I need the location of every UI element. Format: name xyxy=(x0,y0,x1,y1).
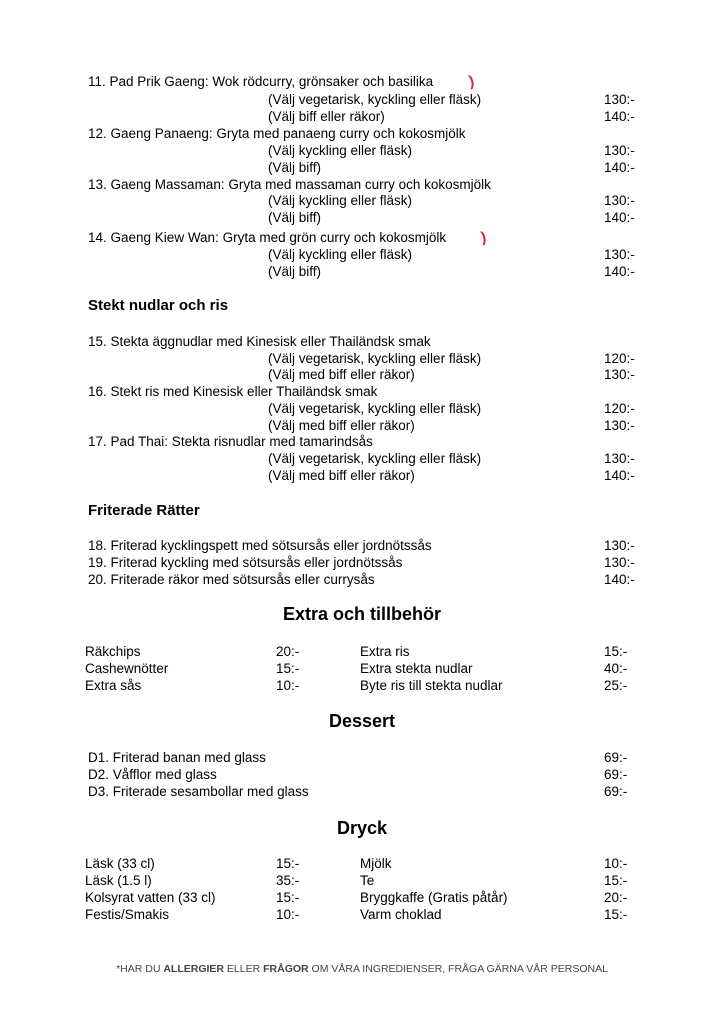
drink-name: Läsk (33 cl) xyxy=(85,856,155,871)
option-price: 140:- xyxy=(604,468,635,483)
extra-price: 15:- xyxy=(604,644,628,659)
section-heading-noodles: Stekt nudlar och ris xyxy=(88,297,229,314)
chili-pepper-icon: ) xyxy=(467,72,476,91)
drink-price: 15:- xyxy=(604,873,628,888)
section-heading-drinks: Dryck xyxy=(336,818,388,838)
drink-name: Mjölk xyxy=(360,856,392,871)
option-price: 140:- xyxy=(604,264,635,279)
option-label: (Välj vegetarisk, kyckling eller fläsk) xyxy=(268,451,482,466)
option-price: 140:- xyxy=(604,160,635,175)
item-option xyxy=(0,263,724,280)
item-name: 12. Gaeng Panaeng: Gryta med panaeng curry och kokosmjölk xyxy=(88,126,466,141)
menu-item xyxy=(0,333,724,350)
option-price: 130:- xyxy=(604,367,635,382)
option-price: 130:- xyxy=(604,451,635,466)
drink-price: 15:- xyxy=(276,856,300,871)
extra-name: Räkchips xyxy=(85,644,141,659)
item-option xyxy=(0,450,724,467)
menu-item xyxy=(0,537,724,554)
chili-pepper-icon: ) xyxy=(479,228,488,247)
option-label: (Välj med biff eller räkor) xyxy=(268,468,415,483)
drinks-row xyxy=(0,872,724,889)
item-price: 130:- xyxy=(604,555,635,570)
section-heading-fried: Friterade Rätter xyxy=(88,502,200,519)
option-label: (Välj kyckling eller fläsk) xyxy=(268,247,413,262)
item-price: 69:- xyxy=(604,767,628,782)
option-price: 120:- xyxy=(604,401,635,416)
option-label: (Välj biff eller räkor) xyxy=(268,109,385,124)
extra-price: 20:- xyxy=(276,644,300,659)
item-option xyxy=(0,400,724,417)
item-name: D1. Friterad banan med glass xyxy=(88,750,266,765)
section-heading-dessert: Dessert xyxy=(328,711,396,731)
menu-item xyxy=(0,749,724,766)
footer-text: *HAR DU xyxy=(116,963,164,975)
option-label: (Välj biff) xyxy=(268,264,322,279)
item-name: 20. Friterade räkor med sötsursås eller currysås xyxy=(88,572,375,587)
option-price: 130:- xyxy=(604,193,635,208)
extra-name: Byte ris till stekta nudlar xyxy=(360,678,503,693)
extra-price: 10:- xyxy=(276,678,300,693)
item-option xyxy=(0,108,724,125)
drink-price: 10:- xyxy=(604,856,628,871)
drinks-row xyxy=(0,855,724,872)
menu-item xyxy=(0,73,724,90)
menu-item xyxy=(0,229,724,246)
item-name: 18. Friterad kycklingspett med sötsursås eller jordnötssås xyxy=(88,538,432,553)
drink-name: Varm choklad xyxy=(360,907,442,922)
menu-item xyxy=(0,783,724,800)
footer-text: ELLER xyxy=(224,963,264,975)
drinks-row xyxy=(0,889,724,906)
extras-row xyxy=(0,660,724,677)
item-option xyxy=(0,159,724,176)
option-price: 130:- xyxy=(604,418,635,433)
drink-name: Kolsyrat vatten (33 cl) xyxy=(85,890,216,905)
footer-bold: FRÅGOR xyxy=(263,963,309,975)
item-option xyxy=(0,91,724,108)
drink-price: 15:- xyxy=(604,907,628,922)
drink-name: Bryggkaffe (Gratis påtår) xyxy=(360,890,508,905)
drink-price: 20:- xyxy=(604,890,628,905)
extra-price: 40:- xyxy=(604,661,628,676)
option-label: (Välj kyckling eller fläsk) xyxy=(268,143,413,158)
item-name: 16. Stekt ris med Kinesisk eller Thailändsk smak xyxy=(88,384,378,399)
item-option xyxy=(0,366,724,383)
option-price: 120:- xyxy=(604,351,635,366)
item-option xyxy=(0,246,724,263)
item-name: D2. Våfflor med glass xyxy=(88,767,217,782)
option-price: 140:- xyxy=(604,109,635,124)
option-label: (Välj biff) xyxy=(268,210,322,225)
extra-price: 25:- xyxy=(604,678,628,693)
allergy-notice xyxy=(0,963,724,975)
option-price: 130:- xyxy=(604,143,635,158)
section-heading-extras: Extra och tillbehör xyxy=(282,604,442,624)
item-price: 69:- xyxy=(604,784,628,799)
extras-row xyxy=(0,643,724,660)
item-option xyxy=(0,467,724,484)
footer-bold: ALLERGIER xyxy=(163,963,224,975)
item-price: 130:- xyxy=(604,538,635,553)
extra-name: Extra stekta nudlar xyxy=(360,661,473,676)
extras-row xyxy=(0,677,724,694)
extra-name: Extra sås xyxy=(85,678,142,693)
item-name: 13. Gaeng Massaman: Gryta med massaman curry och kokosmjölk xyxy=(88,177,491,192)
item-name: 14. Gaeng Kiew Wan: Gryta med grön curry och kokosmjölk xyxy=(88,230,447,245)
extra-name: Extra ris xyxy=(360,644,410,659)
menu-item xyxy=(0,176,724,193)
menu-item xyxy=(0,766,724,783)
menu-item xyxy=(0,571,724,588)
item-price: 69:- xyxy=(604,750,628,765)
drink-price: 35:- xyxy=(276,873,300,888)
footer-text: OM VÅRA INGREDIENSER, FRÅGA GÄRNA VÅR PERSONAL xyxy=(308,963,608,975)
option-label: (Välj kyckling eller fläsk) xyxy=(268,193,413,208)
menu-item xyxy=(0,125,724,142)
option-price: 130:- xyxy=(604,247,635,262)
item-price: 140:- xyxy=(604,572,635,587)
drink-name: Te xyxy=(360,873,375,888)
item-name: D3. Friterade sesambollar med glass xyxy=(88,784,309,799)
option-label: (Välj vegetarisk, kyckling eller fläsk) xyxy=(268,401,482,416)
drink-price: 15:- xyxy=(276,890,300,905)
menu-item xyxy=(0,554,724,571)
option-label: (Välj biff) xyxy=(268,160,322,175)
option-price: 140:- xyxy=(604,210,635,225)
item-option xyxy=(0,209,724,226)
item-option xyxy=(0,417,724,434)
drinks-row xyxy=(0,906,724,923)
option-price: 130:- xyxy=(604,92,635,107)
option-label: (Välj med biff eller räkor) xyxy=(268,367,415,382)
drink-name: Läsk (1.5 l) xyxy=(85,873,152,888)
drink-name: Festis/Smakis xyxy=(85,907,170,922)
menu-item xyxy=(0,433,724,450)
option-label: (Välj vegetarisk, kyckling eller fläsk) xyxy=(268,92,482,107)
item-name: 15. Stekta äggnudlar med Kinesisk eller Thailändsk smak xyxy=(88,334,431,349)
item-option xyxy=(0,142,724,159)
option-label: (Välj med biff eller räkor) xyxy=(268,418,415,433)
item-name: 17. Pad Thai: Stekta risnudlar med tamarindsås xyxy=(88,434,373,449)
option-label: (Välj vegetarisk, kyckling eller fläsk) xyxy=(268,351,482,366)
item-option xyxy=(0,350,724,367)
extra-price: 15:- xyxy=(276,661,300,676)
extra-name: Cashewnötter xyxy=(85,661,169,676)
item-option xyxy=(0,192,724,209)
drink-price: 10:- xyxy=(276,907,300,922)
item-name: 19. Friterad kyckling med sötsursås eller jordnötssås xyxy=(88,555,403,570)
menu-item xyxy=(0,383,724,400)
item-name: 11. Pad Prik Gaeng: Wok rödcurry, grönsaker och basilika xyxy=(88,74,434,89)
